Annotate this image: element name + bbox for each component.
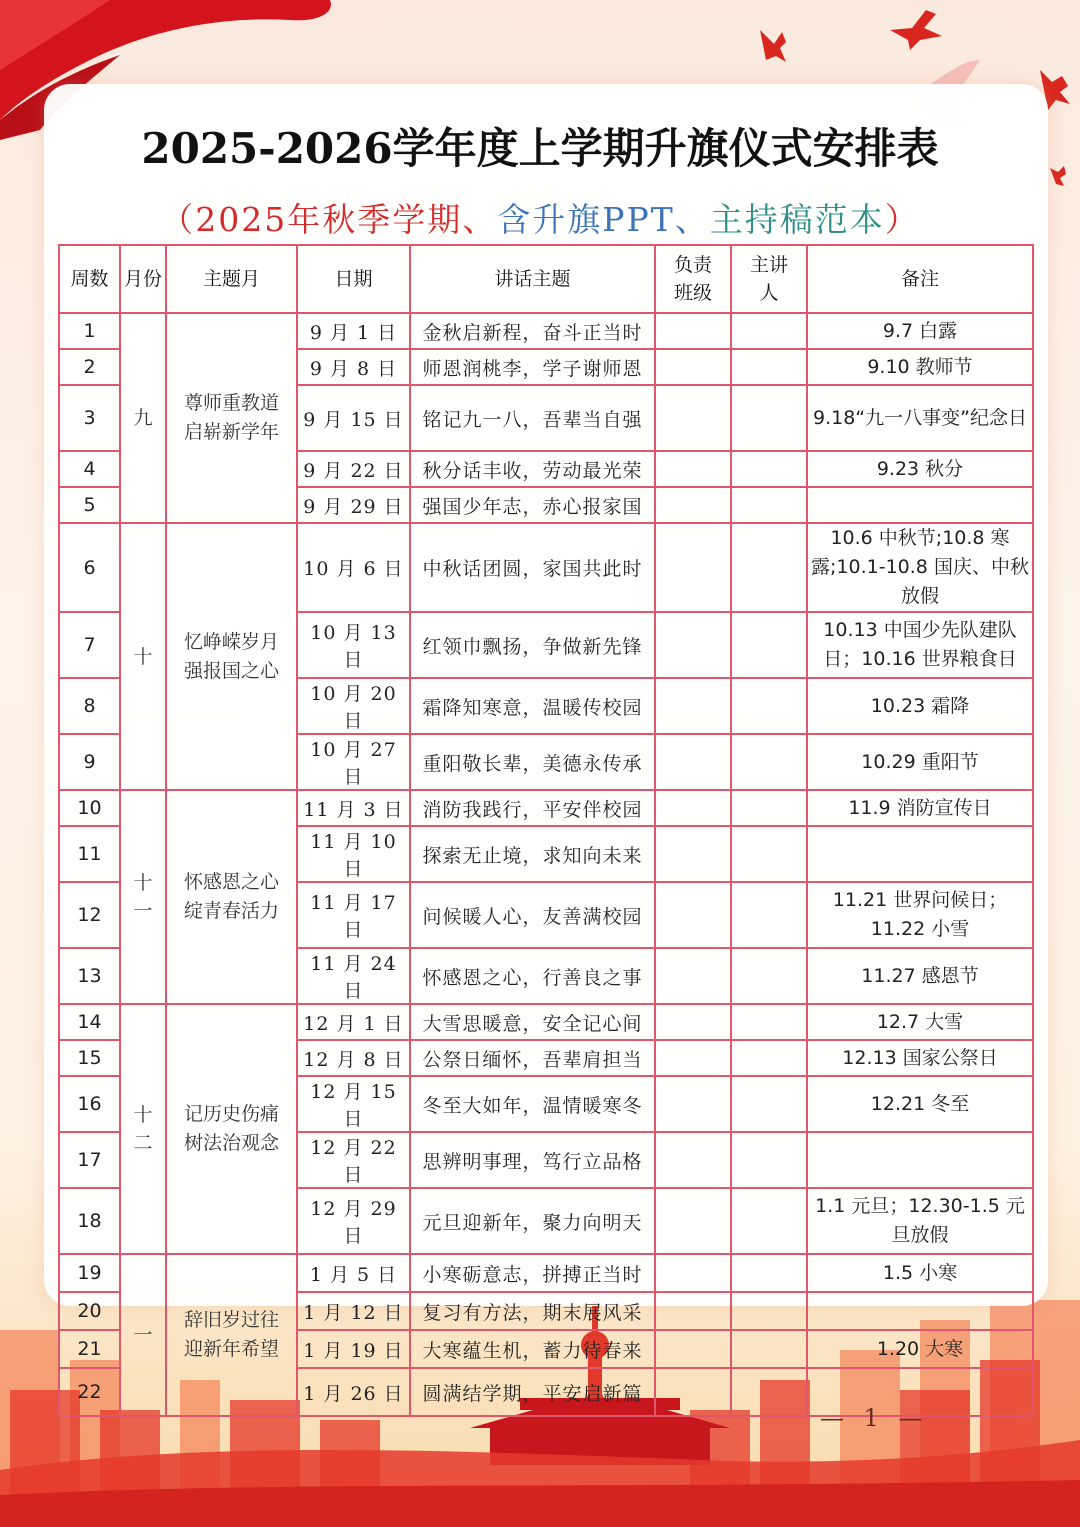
- date-cell: 12 月 15 日: [297, 1076, 410, 1132]
- page-number: — 1 —: [820, 1404, 929, 1432]
- note-cell: [807, 1292, 1033, 1330]
- note-cell: 9.23 秋分: [807, 451, 1033, 487]
- theme-cell: 尊师重教道 启崭新学年: [166, 313, 297, 523]
- topic-cell: 重阳敬长辈，美德永传承: [410, 734, 655, 790]
- note-cell: 12.13 国家公祭日: [807, 1040, 1033, 1076]
- header-speaker: 主讲 人: [731, 245, 807, 313]
- week-cell: 7: [59, 612, 120, 678]
- theme-cell: 记历史伤痛 树法治观念: [166, 1004, 297, 1254]
- topic-cell: 红领巾飘扬，争做新先锋: [410, 612, 655, 678]
- class-cell[interactable]: [655, 826, 731, 882]
- date-cell: 12 月 22 日: [297, 1132, 410, 1188]
- date-cell: 9 月 8 日: [297, 349, 410, 385]
- date-cell: 1 月 19 日: [297, 1330, 410, 1368]
- topic-cell: 金秋启新程，奋斗正当时: [410, 313, 655, 349]
- week-cell: 17: [59, 1132, 120, 1188]
- note-cell: [807, 826, 1033, 882]
- speaker-cell[interactable]: [731, 1040, 807, 1076]
- week-cell: 4: [59, 451, 120, 487]
- week-cell: 11: [59, 826, 120, 882]
- topic-cell: 中秋话团圆，家国共此时: [410, 523, 655, 612]
- class-cell[interactable]: [655, 790, 731, 826]
- date-cell: 12 月 29 日: [297, 1188, 410, 1254]
- speaker-cell[interactable]: [731, 948, 807, 1004]
- subtitle-script: 主持稿范本: [709, 200, 885, 239]
- week-cell: 10: [59, 790, 120, 826]
- speaker-cell[interactable]: [731, 1132, 807, 1188]
- note-cell: 11.9 消防宣传日: [807, 790, 1033, 826]
- header-date: 日期: [297, 245, 410, 313]
- date-cell: 1 月 5 日: [297, 1254, 410, 1292]
- class-cell[interactable]: [655, 882, 731, 948]
- subtitle-close-paren: ）: [884, 200, 920, 239]
- month-text: 十二: [133, 1103, 153, 1154]
- note-cell: 12.7 大雪: [807, 1004, 1033, 1040]
- week-cell: 13: [59, 948, 120, 1004]
- class-cell[interactable]: [655, 1368, 731, 1416]
- note-cell: 9.10 教师节: [807, 349, 1033, 385]
- topic-cell: 探索无止境，求知向未来: [410, 826, 655, 882]
- table-row: [59, 1254, 1033, 1292]
- speaker-cell[interactable]: [731, 1188, 807, 1254]
- note-cell: 1.5 小寒: [807, 1254, 1033, 1292]
- note-cell: 9.18“九一八事变”纪念日: [807, 385, 1033, 451]
- week-cell: 6: [59, 523, 120, 612]
- topic-cell: 消防我践行，平安伴校园: [410, 790, 655, 826]
- table-row: [59, 790, 1033, 826]
- note-cell: 9.7 白露: [807, 313, 1033, 349]
- date-cell: 10 月 13 日: [297, 612, 410, 678]
- speaker-cell[interactable]: [731, 734, 807, 790]
- month-text: 十一: [133, 871, 153, 922]
- topic-cell: 大寒蕴生机，蓄力待春来: [410, 1330, 655, 1368]
- note-cell: 12.21 冬至: [807, 1076, 1033, 1132]
- subtitle: [0, 194, 1080, 241]
- note-cell: 1.1 元旦；12.30-1.5 元旦放假: [807, 1188, 1033, 1254]
- date-cell: 9 月 22 日: [297, 451, 410, 487]
- note-cell: 10.29 重阳节: [807, 734, 1033, 790]
- topic-cell: 复习有方法，期末展风采: [410, 1292, 655, 1330]
- note-cell: 10.13 中国少先队建队日；10.16 世界粮食日: [807, 612, 1033, 678]
- speaker-cell[interactable]: [731, 1368, 807, 1416]
- schedule-table: [58, 244, 1034, 1417]
- note-cell: 11.27 感恩节: [807, 948, 1033, 1004]
- note-cell: 11.21 世界问候日；11.22 小雪: [807, 882, 1033, 948]
- speaker-cell[interactable]: [731, 678, 807, 734]
- topic-cell: 霜降知寒意，温暖传校园: [410, 678, 655, 734]
- topic-cell: 公祭日缅怀，吾辈肩担当: [410, 1040, 655, 1076]
- topic-cell: 思辨明事理，笃行立品格: [410, 1132, 655, 1188]
- class-cell[interactable]: [655, 385, 731, 451]
- topic-cell: 铭记九一八，吾辈当自强: [410, 385, 655, 451]
- table-row: [59, 523, 1033, 612]
- class-cell[interactable]: [655, 948, 731, 1004]
- note-cell: [807, 487, 1033, 523]
- speaker-cell[interactable]: [731, 385, 807, 451]
- month-cell: [120, 1004, 166, 1254]
- speaker-cell[interactable]: [731, 523, 807, 612]
- note-cell: 10.23 霜降: [807, 678, 1033, 734]
- speaker-cell[interactable]: [731, 790, 807, 826]
- class-cell[interactable]: [655, 349, 731, 385]
- class-cell[interactable]: [655, 1040, 731, 1076]
- class-cell[interactable]: [655, 1292, 731, 1330]
- speaker-cell[interactable]: [731, 1076, 807, 1132]
- topic-cell: 问候暖人心，友善满校园: [410, 882, 655, 948]
- topic-cell: 大雪思暖意，安全记心间: [410, 1004, 655, 1040]
- week-cell: 19: [59, 1254, 120, 1292]
- subtitle-semester: 2025年秋季学期、: [195, 200, 498, 239]
- date-cell: 9 月 29 日: [297, 487, 410, 523]
- month-cell: [120, 790, 166, 1004]
- header-month: 月份: [120, 245, 166, 313]
- week-cell: 14: [59, 1004, 120, 1040]
- date-cell: 11 月 17 日: [297, 882, 410, 948]
- class-cell[interactable]: [655, 451, 731, 487]
- week-cell: 20: [59, 1292, 120, 1330]
- header-week: 周数: [59, 245, 120, 313]
- speaker-cell[interactable]: [731, 1254, 807, 1292]
- class-cell[interactable]: [655, 1132, 731, 1188]
- topic-cell: 冬至大如年，温情暖寒冬: [410, 1076, 655, 1132]
- date-cell: 10 月 6 日: [297, 523, 410, 612]
- week-cell: 1: [59, 313, 120, 349]
- class-cell[interactable]: [655, 1254, 731, 1292]
- topic-cell: 圆满结学期，平安启新篇: [410, 1368, 655, 1416]
- topic-cell: 师恩润桃李，学子谢师恩: [410, 349, 655, 385]
- note-cell: 10.6 中秋节;10.8 寒露;10.1-10.8 国庆、中秋放假: [807, 523, 1033, 612]
- topic-cell: 小寒砺意志，拼搏正当时: [410, 1254, 655, 1292]
- week-cell: 18: [59, 1188, 120, 1254]
- class-cell[interactable]: [655, 313, 731, 349]
- table-row: [59, 1004, 1033, 1040]
- month-cell: 十: [120, 523, 166, 790]
- speaker-cell[interactable]: [731, 1004, 807, 1040]
- week-cell: 2: [59, 349, 120, 385]
- week-cell: 8: [59, 678, 120, 734]
- class-cell[interactable]: [655, 1330, 731, 1368]
- header-row: [59, 245, 1033, 313]
- date-cell: 12 月 1 日: [297, 1004, 410, 1040]
- speaker-cell[interactable]: [731, 313, 807, 349]
- class-cell[interactable]: [655, 734, 731, 790]
- theme-cell: 怀感恩之心 绽青春活力: [166, 790, 297, 1004]
- date-cell: 9 月 1 日: [297, 313, 410, 349]
- week-cell: 12: [59, 882, 120, 948]
- speaker-cell[interactable]: [731, 612, 807, 678]
- week-cell: 21: [59, 1330, 120, 1368]
- subtitle-open-paren: （: [160, 200, 196, 239]
- month-cell: 九: [120, 313, 166, 523]
- speaker-cell[interactable]: [731, 349, 807, 385]
- class-cell[interactable]: [655, 678, 731, 734]
- note-cell: [807, 1132, 1033, 1188]
- topic-cell: 强国少年志，赤心报家国: [410, 487, 655, 523]
- speaker-cell[interactable]: [731, 882, 807, 948]
- speaker-cell[interactable]: [731, 451, 807, 487]
- subtitle-ppt: 含升旗PPT、: [497, 200, 710, 239]
- class-cell[interactable]: [655, 612, 731, 678]
- header-topic: 讲话主题: [410, 245, 655, 313]
- class-cell[interactable]: [655, 1076, 731, 1132]
- header-class: 负责 班级: [655, 245, 731, 313]
- date-cell: 1 月 12 日: [297, 1292, 410, 1330]
- date-cell: 10 月 20 日: [297, 678, 410, 734]
- class-cell[interactable]: [655, 1004, 731, 1040]
- topic-cell: 秋分话丰收，劳动最光荣: [410, 451, 655, 487]
- speaker-cell[interactable]: [731, 1330, 807, 1368]
- date-cell: 11 月 3 日: [297, 790, 410, 826]
- speaker-cell[interactable]: [731, 826, 807, 882]
- week-cell: 9: [59, 734, 120, 790]
- date-cell: 11 月 10 日: [297, 826, 410, 882]
- header-note: 备注: [807, 245, 1033, 313]
- topic-cell: 元旦迎新年，聚力向明天: [410, 1188, 655, 1254]
- date-cell: 1 月 26 日: [297, 1368, 410, 1416]
- class-cell[interactable]: [655, 1188, 731, 1254]
- speaker-cell[interactable]: [731, 487, 807, 523]
- week-cell: 3: [59, 385, 120, 451]
- theme-cell: 忆峥嵘岁月 强报国之心: [166, 523, 297, 790]
- theme-cell: 辞旧岁过往 迎新年希望: [166, 1254, 297, 1416]
- week-cell: 5: [59, 487, 120, 523]
- note-cell: 1.20 大寒: [807, 1330, 1033, 1368]
- page-title: 2025-2026学年度上学期升旗仪式安排表: [141, 124, 939, 173]
- topic-cell: 怀感恩之心，行善良之事: [410, 948, 655, 1004]
- date-cell: 12 月 8 日: [297, 1040, 410, 1076]
- date-cell: 10 月 27 日: [297, 734, 410, 790]
- header-theme: 主题月: [166, 245, 297, 313]
- class-cell[interactable]: [655, 487, 731, 523]
- table-row: [59, 313, 1033, 349]
- date-cell: 11 月 24 日: [297, 948, 410, 1004]
- speaker-cell[interactable]: [731, 1292, 807, 1330]
- date-cell: 9 月 15 日: [297, 385, 410, 451]
- week-cell: 22: [59, 1368, 120, 1416]
- week-cell: 16: [59, 1076, 120, 1132]
- month-cell: 一: [120, 1254, 166, 1416]
- class-cell[interactable]: [655, 523, 731, 612]
- week-cell: 15: [59, 1040, 120, 1076]
